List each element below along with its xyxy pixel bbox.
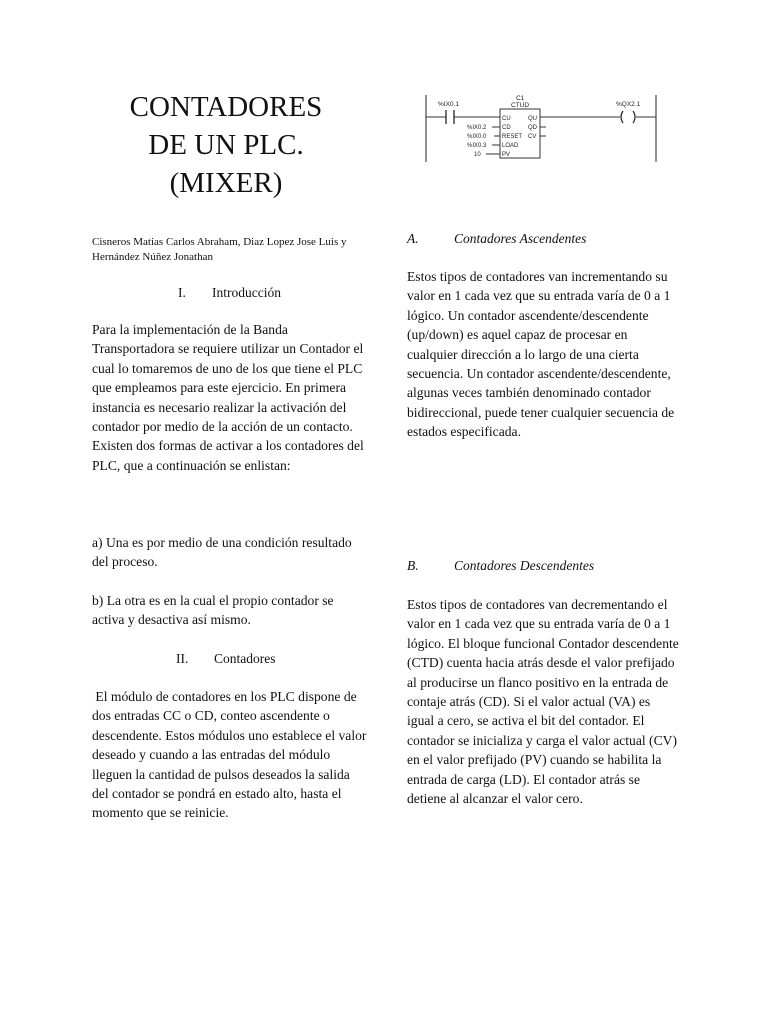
input-pin-load: LOAD: [502, 143, 519, 149]
input-pin-pv: PV: [502, 152, 511, 158]
document-title: [92, 88, 360, 202]
intro-paragraph: Para la implementación de la Banda Transportadora se requiere utilizar un Contador el cual lo tomaremos de uno de los que tiene el PLC que empleamos para este ejercicio. En primera instancia es necesario realizar la activación del contador por medio de la acción de un contacto. Existen dos formas de activar a los contadores del PLC, que a continuación se enlistan:: [92, 322, 364, 473]
input-var-cd: %IX0.2: [467, 125, 487, 131]
intro-item-b: b) La otra es en la cual el propio contador se activa y desactiva así mismo.: [92, 593, 334, 628]
input-var-reset: %IX0.0: [467, 134, 487, 140]
section-1-title: Introducción: [212, 285, 281, 300]
output-pin-cv: CV: [528, 134, 537, 140]
ladder-diagram-svg: [424, 91, 676, 166]
subsection-a-title: Contadores Ascendentes: [454, 231, 587, 246]
title-line-3: (MIXER): [169, 167, 283, 199]
ctud-ladder-diagram: [424, 91, 676, 166]
authors: Cisneros Matias Carlos Abraham, Diaz Lopez Jose Luis y Hernández Núñez Jonathan: [92, 236, 347, 263]
title-line-2: DE UN PLC.: [148, 129, 304, 161]
section-1-number: I.: [178, 285, 186, 300]
coil-right-arc: [633, 111, 635, 123]
coil-label: %QX2.1: [616, 101, 641, 108]
intro-item-a: a) Una es por medio de una condición resultado del proceso.: [92, 535, 352, 570]
output-pin-qu: QU: [528, 116, 537, 122]
block-instance-name: C1: [516, 95, 525, 102]
subsection-b-number: B.: [407, 558, 419, 573]
coil-left-arc: [621, 111, 623, 123]
contadores-paragraph: El módulo de contadores en los PLC dispone de dos entradas CC o CD, conteo ascendente o descendente. Estos módulos uno establece el valor deseado y cuando a las entradas del módulo lleguen la cantidad de pulsos deseados la salida del contador se pondrá en estado alto, hasta el momento que se reinicie.: [92, 689, 370, 821]
subsection-a-heading: [407, 230, 586, 248]
block-type: CTUD: [511, 102, 530, 109]
input-pin-cd: CD: [502, 125, 511, 131]
title-line-1: CONTADORES: [129, 91, 323, 123]
ascendentes-paragraph: Estos tipos de contadores van incrementando su valor en 1 cada vez que su entrada varía de 0 a 1 lógico. Un contador ascendente/descendente (up/down) es aquel capaz de procesar en cualquier dirección a lo largo de una cierta secuencia. Un contador ascendente/descendente, algunas veces también denominado contador bidireccional, puede tener cualquier secuencia de estados especificada.: [407, 269, 675, 440]
subsection-a-number: A.: [407, 231, 419, 246]
input-var-load: %IX0.3: [467, 143, 487, 149]
input-pin-reset: RESET: [502, 134, 523, 140]
descendentes-paragraph: Estos tipos de contadores van decrementando el valor en 1 cada vez que su entrada varía de 0 a 1 lógico. El bloque funcional Contador descendente (CTD) cuenta hacia atrás desde el valor prefijado al producirse un flanco positivo en la entrada de contaje atrás (CD). Si el valor actual (VA) es igual a cero, se activa el bit del contador. El contador se inicializa y carga el valor actual (CV) en el valor prefijado (PV) cuando se habilita la entrada de carga (LD). El contador atrás se detiene al alcanzar el valor cero.: [407, 597, 679, 807]
input-var-pv: 10: [474, 152, 481, 158]
subsection-b-heading: [407, 557, 594, 575]
subsection-b-title: Contadores Descendentes: [454, 558, 595, 573]
section-2-title: Contadores: [214, 651, 276, 666]
output-pin-qd: QD: [528, 125, 537, 131]
section-2-heading: [176, 650, 276, 668]
input-pin-cu: CU: [502, 116, 511, 122]
contact-label: %IX0.1: [438, 101, 459, 108]
section-2-number: II.: [176, 651, 189, 666]
section-1-heading: [178, 284, 281, 302]
